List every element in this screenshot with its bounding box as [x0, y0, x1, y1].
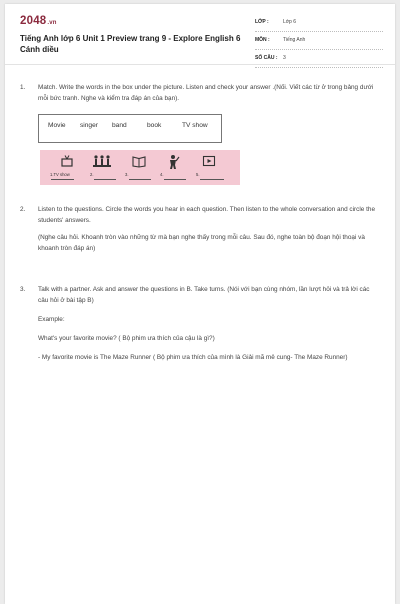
- question-translation: (Nghe câu hỏi. Khoanh tròn vào những từ mà bạn nghe thấy trong mỗi câu. Sau đó, nghe toàn bộ đoạn hội thoại và khoanh tròn đáp án): [38, 234, 365, 252]
- answer-line[interactable]: [164, 179, 186, 180]
- question-3: [20, 284, 380, 369]
- example-answer: - My favorite movie is The Maze Runner ( Bộ phim ưa thích của mình là Giải mã mê cung- The Maze Runner): [38, 354, 348, 361]
- meta-key: LỚP :: [255, 19, 269, 25]
- answer-label: 2.: [90, 172, 94, 177]
- word-item: Movie: [48, 122, 66, 129]
- meta-key: SỐ CÂU :: [255, 55, 278, 61]
- word-item: band: [112, 122, 127, 129]
- question-text: Talk with a partner. Ask and answer the questions in B. Take turns. (Nói với bạn cùng nhóm, lần lượt hỏi và trả lời các câu hỏi ở bài tập B): [38, 286, 370, 304]
- word-box: [38, 114, 222, 143]
- meta-value: Tiếng Anh: [283, 37, 306, 43]
- answer-label: 3.: [125, 172, 129, 177]
- picture-strip: [40, 150, 240, 185]
- meta-row-class: [255, 14, 383, 32]
- worksheet-page: [5, 4, 395, 604]
- word-item: singer: [80, 122, 98, 129]
- singer-icon: [167, 154, 181, 168]
- question-1: [20, 82, 380, 110]
- meta-value: 3: [283, 55, 286, 61]
- meta-row-count: [255, 50, 383, 68]
- logo-domain: .vn: [47, 20, 57, 26]
- document-title: Tiếng Anh lớp 6 Unit 1 Preview trang 9 - Explore English 6 Cánh diều: [20, 34, 241, 54]
- question-2: [20, 204, 380, 260]
- word-item: TV show: [182, 122, 208, 129]
- answer-line[interactable]: [94, 179, 116, 180]
- question-text: Listen to the questions. Circle the words you hear in each question. Then listen to the whole conversation and circle the students' answers.: [38, 206, 376, 224]
- question-number: 2.: [20, 206, 26, 213]
- band-icon: [92, 154, 106, 168]
- word-item: book: [147, 122, 162, 129]
- answer-label: 1.TV show: [50, 172, 70, 177]
- answer-label: 5.: [196, 172, 200, 177]
- site-logo[interactable]: [20, 15, 57, 27]
- meta-table: [255, 14, 383, 68]
- logo-text: 2048: [20, 15, 47, 27]
- meta-row-subject: [255, 32, 383, 50]
- movie-icon: [202, 154, 216, 168]
- page-header: [5, 4, 395, 65]
- question-number: 1.: [20, 84, 26, 91]
- answer-line[interactable]: [51, 179, 74, 180]
- answer-line[interactable]: [200, 179, 224, 180]
- meta-value: Lớp 6: [283, 19, 297, 25]
- example-question: What's your favorite movie? ( Bộ phim ưa thích của cậu là gì?): [38, 335, 215, 342]
- question-text: Match. Write the words in the box under the picture. Listen and check your answer .(Nối. Viết các từ ở trong bảng dưới mỗi bức tranh. Nghe và kiểm tra đáp án của bạn).: [38, 84, 374, 102]
- answer-label: 4.: [160, 172, 164, 177]
- book-icon: [132, 154, 146, 168]
- tv-icon: [60, 154, 74, 168]
- meta-key: MÔN :: [255, 37, 270, 43]
- answer-line[interactable]: [129, 179, 151, 180]
- example-label: Example:: [38, 316, 65, 323]
- question-number: 3.: [20, 286, 26, 293]
